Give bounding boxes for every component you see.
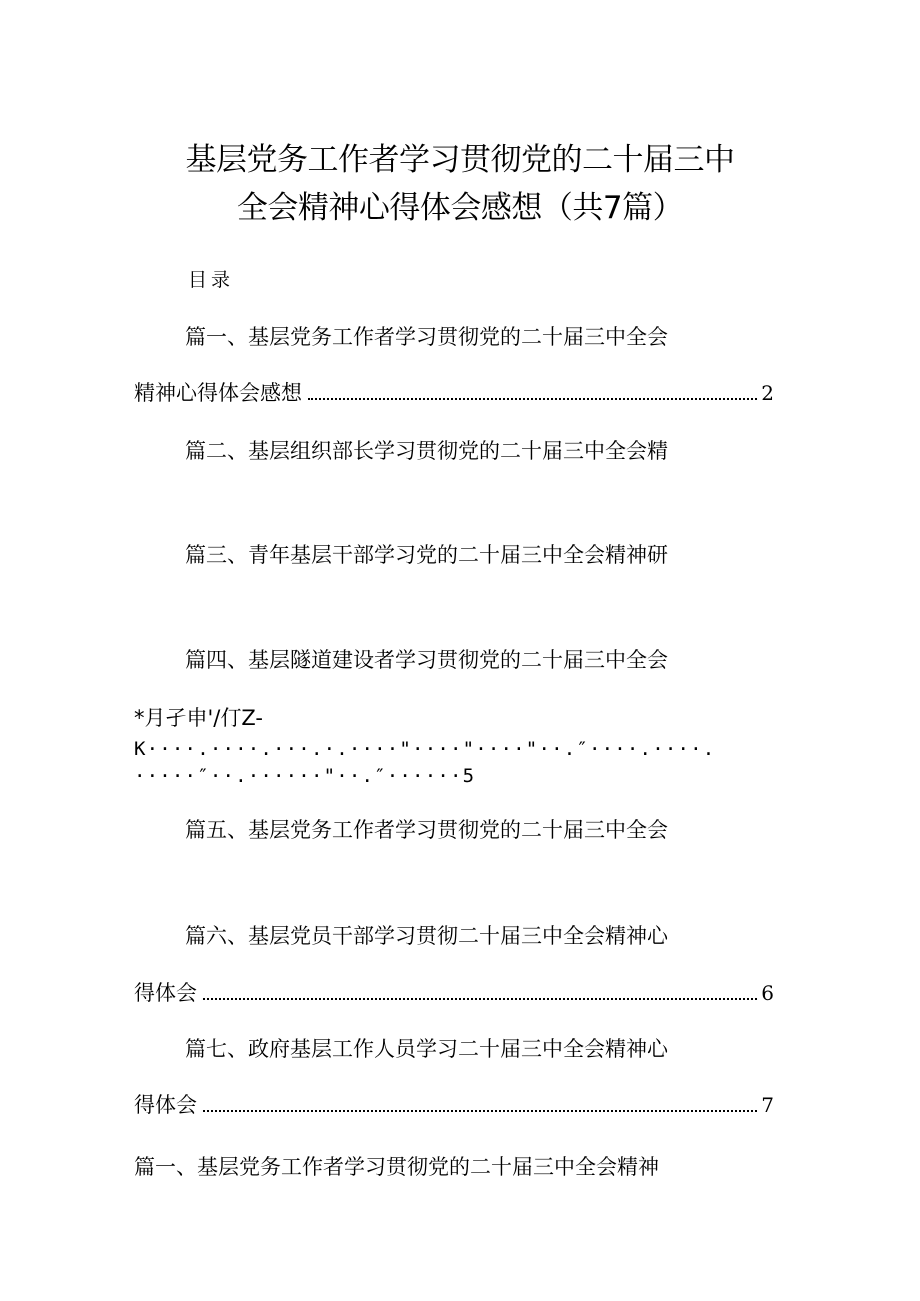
toc-entry-4-garbled-line-3: ·····″··.······"··.″······5 [134, 765, 476, 787]
toc-entry-4-garbled-line-2: K····.····.···.·.····"····"····"··.″····.····. [134, 738, 716, 760]
toc-entry-6-line-2[interactable] [134, 978, 774, 1008]
dot-leader [308, 398, 757, 400]
toc-entry-4-line-1[interactable]: 篇四、基层隧道建设者学习贯彻党的二十届三中全会 [185, 648, 668, 672]
toc-entry-5-line-1[interactable]: 篇五、基层党务工作者学习贯彻党的二十届三中全会 [185, 818, 668, 842]
toc-entry-1-text: 精神心得体会感想 [134, 381, 302, 405]
toc-entry-1-line-2[interactable] [134, 378, 774, 408]
toc-entry-1-page-number: 2 [761, 381, 774, 405]
body-section-heading: 篇一、基层党务工作者学习贯彻党的二十届三中全会精神 [134, 1155, 659, 1179]
toc-entry-6-text: 得体会 [134, 981, 197, 1005]
toc-entry-2-line-1[interactable]: 篇二、基层组织部长学习贯彻党的二十届三中全会精 [185, 439, 668, 463]
toc-entry-3-line-1[interactable]: 篇三、青年基层干部学习党的二十届三中全会精神研 [185, 543, 668, 567]
dot-leader [203, 1110, 757, 1112]
document-title-line-1: 基层党务工作者学习贯彻党的二十届三中 [185, 142, 735, 178]
toc-entry-6-line-1[interactable]: 篇六、基层党员干部学习贯彻二十届三中全会精神心 [185, 924, 668, 948]
document-title-line-2: 全会精神心得体会感想（共7篇） [236, 190, 684, 226]
toc-entry-7-text: 得体会 [134, 1093, 197, 1117]
toc-entry-7-line-2[interactable] [134, 1090, 774, 1120]
toc-heading: 目录 [188, 269, 235, 291]
dot-leader [203, 998, 757, 1000]
toc-entry-7-page-number: 7 [761, 1093, 774, 1117]
toc-entry-7-line-1[interactable]: 篇七、政府基层工作人员学习二十届三中全会精神心 [185, 1037, 668, 1061]
toc-entry-4-garbled-line-1: *月孑申'/仃Z- [134, 706, 263, 730]
toc-entry-1-line-1[interactable]: 篇一、基层党务工作者学习贯彻党的二十届三中全会 [185, 325, 668, 349]
toc-entry-6-page-number: 6 [761, 981, 774, 1005]
